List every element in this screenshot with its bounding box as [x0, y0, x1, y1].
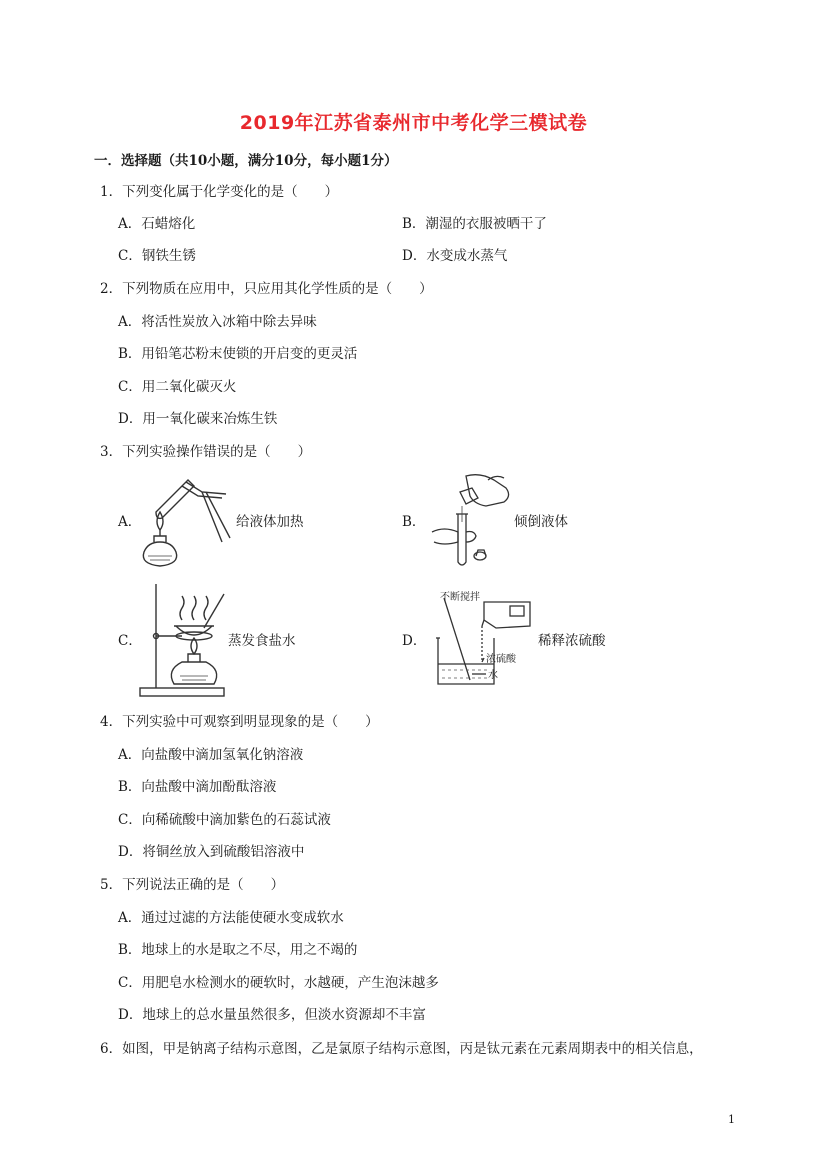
page-title: 2019年江苏省泰州市中考化学三模试卷: [239, 112, 588, 134]
water-label: 水: [488, 670, 498, 681]
page-number: 1: [728, 1113, 735, 1126]
question-4-option-a: A．向盐酸中滴加氢氧化钠溶液: [118, 747, 304, 763]
question-2-option-a: A．将活性炭放入冰箱中除去异味: [118, 314, 317, 330]
question-2-option-d: D．用一氧化碳来冶炼生铁: [118, 411, 278, 427]
heating-liquid-figure: [136, 472, 234, 570]
question-3-option-c-letter: C．: [118, 633, 142, 649]
section-heading: 一．选择题（共10小题，满分10分，每小题1分）: [94, 153, 398, 169]
question-2-stem: 2．下列物质在应用中，只应用其化学性质的是（ ）: [100, 281, 433, 297]
question-4-option-b: B．向盐酸中滴加酚酞溶液: [118, 779, 277, 795]
question-5-option-a: A．通过过滤的方法能使硬水变成软水: [118, 910, 344, 926]
question-1-option-a: A．石蜡熔化: [118, 216, 196, 232]
question-1-option-b: B．潮湿的衣服被晒干了: [402, 216, 547, 232]
question-3-option-d-letter: D．: [402, 633, 427, 649]
question-4-option-c: C．向稀硫酸中滴加紫色的石蕊试液: [118, 812, 331, 828]
question-3-option-a-label: 给液体加热: [236, 514, 304, 530]
question-1-option-c: C．钢铁生锈: [118, 248, 196, 264]
question-6-stem: 6．如图，甲是钠离子结构示意图，乙是氯原子结构示意图，丙是钛元素在元素周期表中的相关信息，: [100, 1041, 703, 1057]
evaporating-salt-water-figure: [134, 580, 230, 700]
question-4-stem: 4．下列实验中可观察到明显现象的是（ ）: [100, 714, 379, 730]
question-1-stem: 1．下列变化属于化学变化的是（ ）: [100, 184, 339, 200]
question-3-stem: 3．下列实验操作错误的是（ ）: [100, 444, 312, 460]
diluting-sulfuric-acid-figure: [426, 588, 538, 692]
concentrated-acid-label: 浓硫酸: [486, 654, 516, 665]
question-1-option-d: D．水变成水蒸气: [402, 248, 508, 264]
question-5-option-d: D．地球上的总水量虽然很多，但淡水资源却不丰富: [118, 1007, 426, 1023]
question-3-option-b-letter: B．: [402, 514, 426, 530]
question-3-option-c-label: 蒸发食盐水: [228, 633, 296, 649]
question-2-option-c: C．用二氧化碳灭火: [118, 379, 237, 395]
question-5-option-b: B．地球上的水是取之不尽，用之不竭的: [118, 942, 358, 958]
question-3-option-a-letter: A．: [118, 514, 142, 530]
question-5-stem: 5．下列说法正确的是（ ）: [100, 877, 285, 893]
question-3-option-b-label: 倾倒液体: [514, 514, 568, 530]
question-5-option-c: C．用肥皂水检测水的硬软时，水越硬，产生泡沫越多: [118, 975, 439, 991]
stir-label: 不断搅拌: [440, 592, 480, 603]
pouring-liquid-figure: [426, 470, 514, 572]
question-2-option-b: B．用铅笔芯粉末使锁的开启变的更灵活: [118, 346, 358, 362]
question-4-option-d: D．将铜丝放入到硫酸铝溶液中: [118, 844, 305, 860]
question-3-option-d-label: 稀释浓硫酸: [538, 633, 606, 649]
